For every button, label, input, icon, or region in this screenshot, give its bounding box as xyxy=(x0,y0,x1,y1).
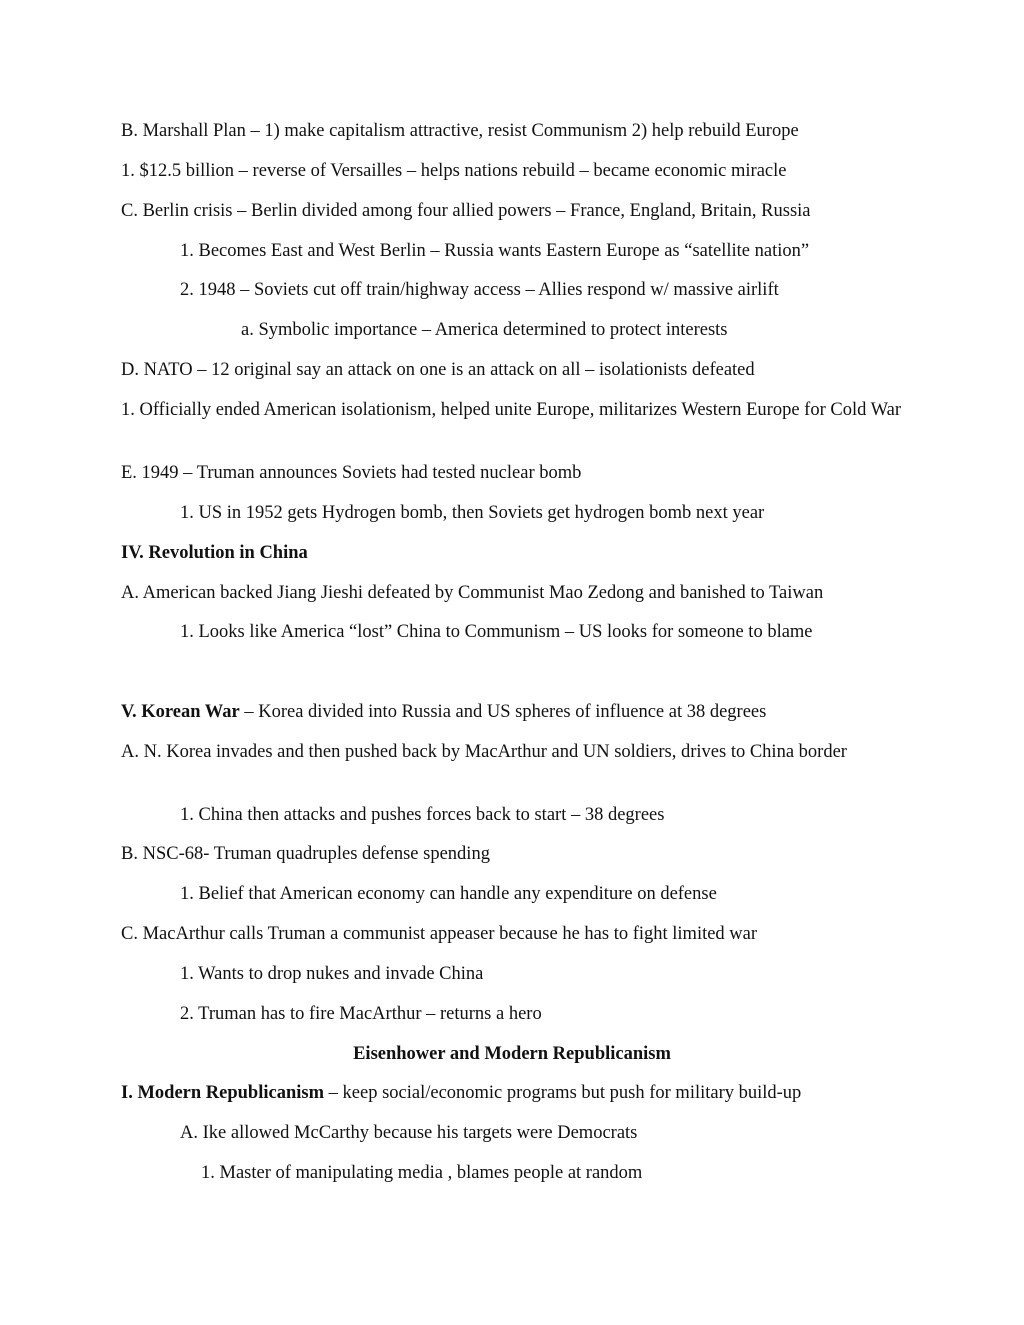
section-heading: IV. Revolution in China xyxy=(121,543,308,563)
section-heading: I. Modern Republicanism xyxy=(121,1083,325,1103)
outline-line: 1. Master of manipulating media , blames people at random xyxy=(201,1163,643,1183)
outline-line: C. Berlin crisis – Berlin divided among four allied powers – France, England, Britain, Russia xyxy=(121,201,811,221)
outline-line: a. Symbolic importance – America determined to protect interests xyxy=(241,320,728,340)
outline-line: 1. China then attacks and pushes forces back to start – 38 degrees xyxy=(180,805,665,825)
outline-line: A. Ike allowed McCarthy because his targets were Democrats xyxy=(180,1123,638,1143)
outline-line: A. N. Korea invades and then pushed back by MacArthur and UN soldiers, drives to China border xyxy=(121,742,847,762)
outline-text: – keep social/economic programs but push for military build-up xyxy=(324,1083,802,1103)
section-heading-line xyxy=(121,701,901,724)
outline-line: 1. Looks like America “lost” China to Communism – US looks for someone to blame xyxy=(180,622,813,642)
section-heading-line xyxy=(121,1082,901,1105)
outline-line: 1. Wants to drop nukes and invade China xyxy=(180,964,484,984)
outline-line: 1. Belief that American economy can handle any expenditure on defense xyxy=(180,884,717,904)
outline-line: 1. Becomes East and West Berlin – Russia wants Eastern Europe as “satellite nation” xyxy=(180,241,810,261)
outline-line: B. NSC-68- Truman quadruples defense spending xyxy=(121,844,490,864)
outline-line: 2. 1948 – Soviets cut off train/highway access – Allies respond w/ massive airlift xyxy=(180,280,779,300)
outline-line: A. American backed Jiang Jieshi defeated by Communist Mao Zedong and banished to Taiwan xyxy=(121,583,824,603)
outline-line: 2. Truman has to fire MacArthur – returns a hero xyxy=(180,1004,542,1024)
outline-text: – Korea divided into Russia and US spheres of influence at 38 degrees xyxy=(239,702,767,722)
outline-line: D. NATO – 12 original say an attack on one is an attack on all – isolationists defeated xyxy=(121,360,755,380)
outline-line: 1. $12.5 billion – reverse of Versailles – helps nations rebuild – became economic miracle xyxy=(121,161,787,181)
outline-line: E. 1949 – Truman announces Soviets had tested nuclear bomb xyxy=(121,463,582,483)
outline-line: B. Marshall Plan – 1) make capitalism attractive, resist Communism 2) help rebuild Europe xyxy=(121,121,799,141)
outline-line: 1. Officially ended American isolationism, helped unite Europe, militarizes Western Europe for Cold War xyxy=(121,400,901,420)
outline-line: C. MacArthur calls Truman a communist appeaser because he has to fight limited war xyxy=(121,924,758,944)
outline-line: 1. US in 1952 gets Hydrogen bomb, then Soviets get hydrogen bomb next year xyxy=(180,503,765,523)
page-title: Eisenhower and Modern Republicanism xyxy=(353,1044,671,1064)
section-heading: V. Korean War xyxy=(121,702,240,722)
